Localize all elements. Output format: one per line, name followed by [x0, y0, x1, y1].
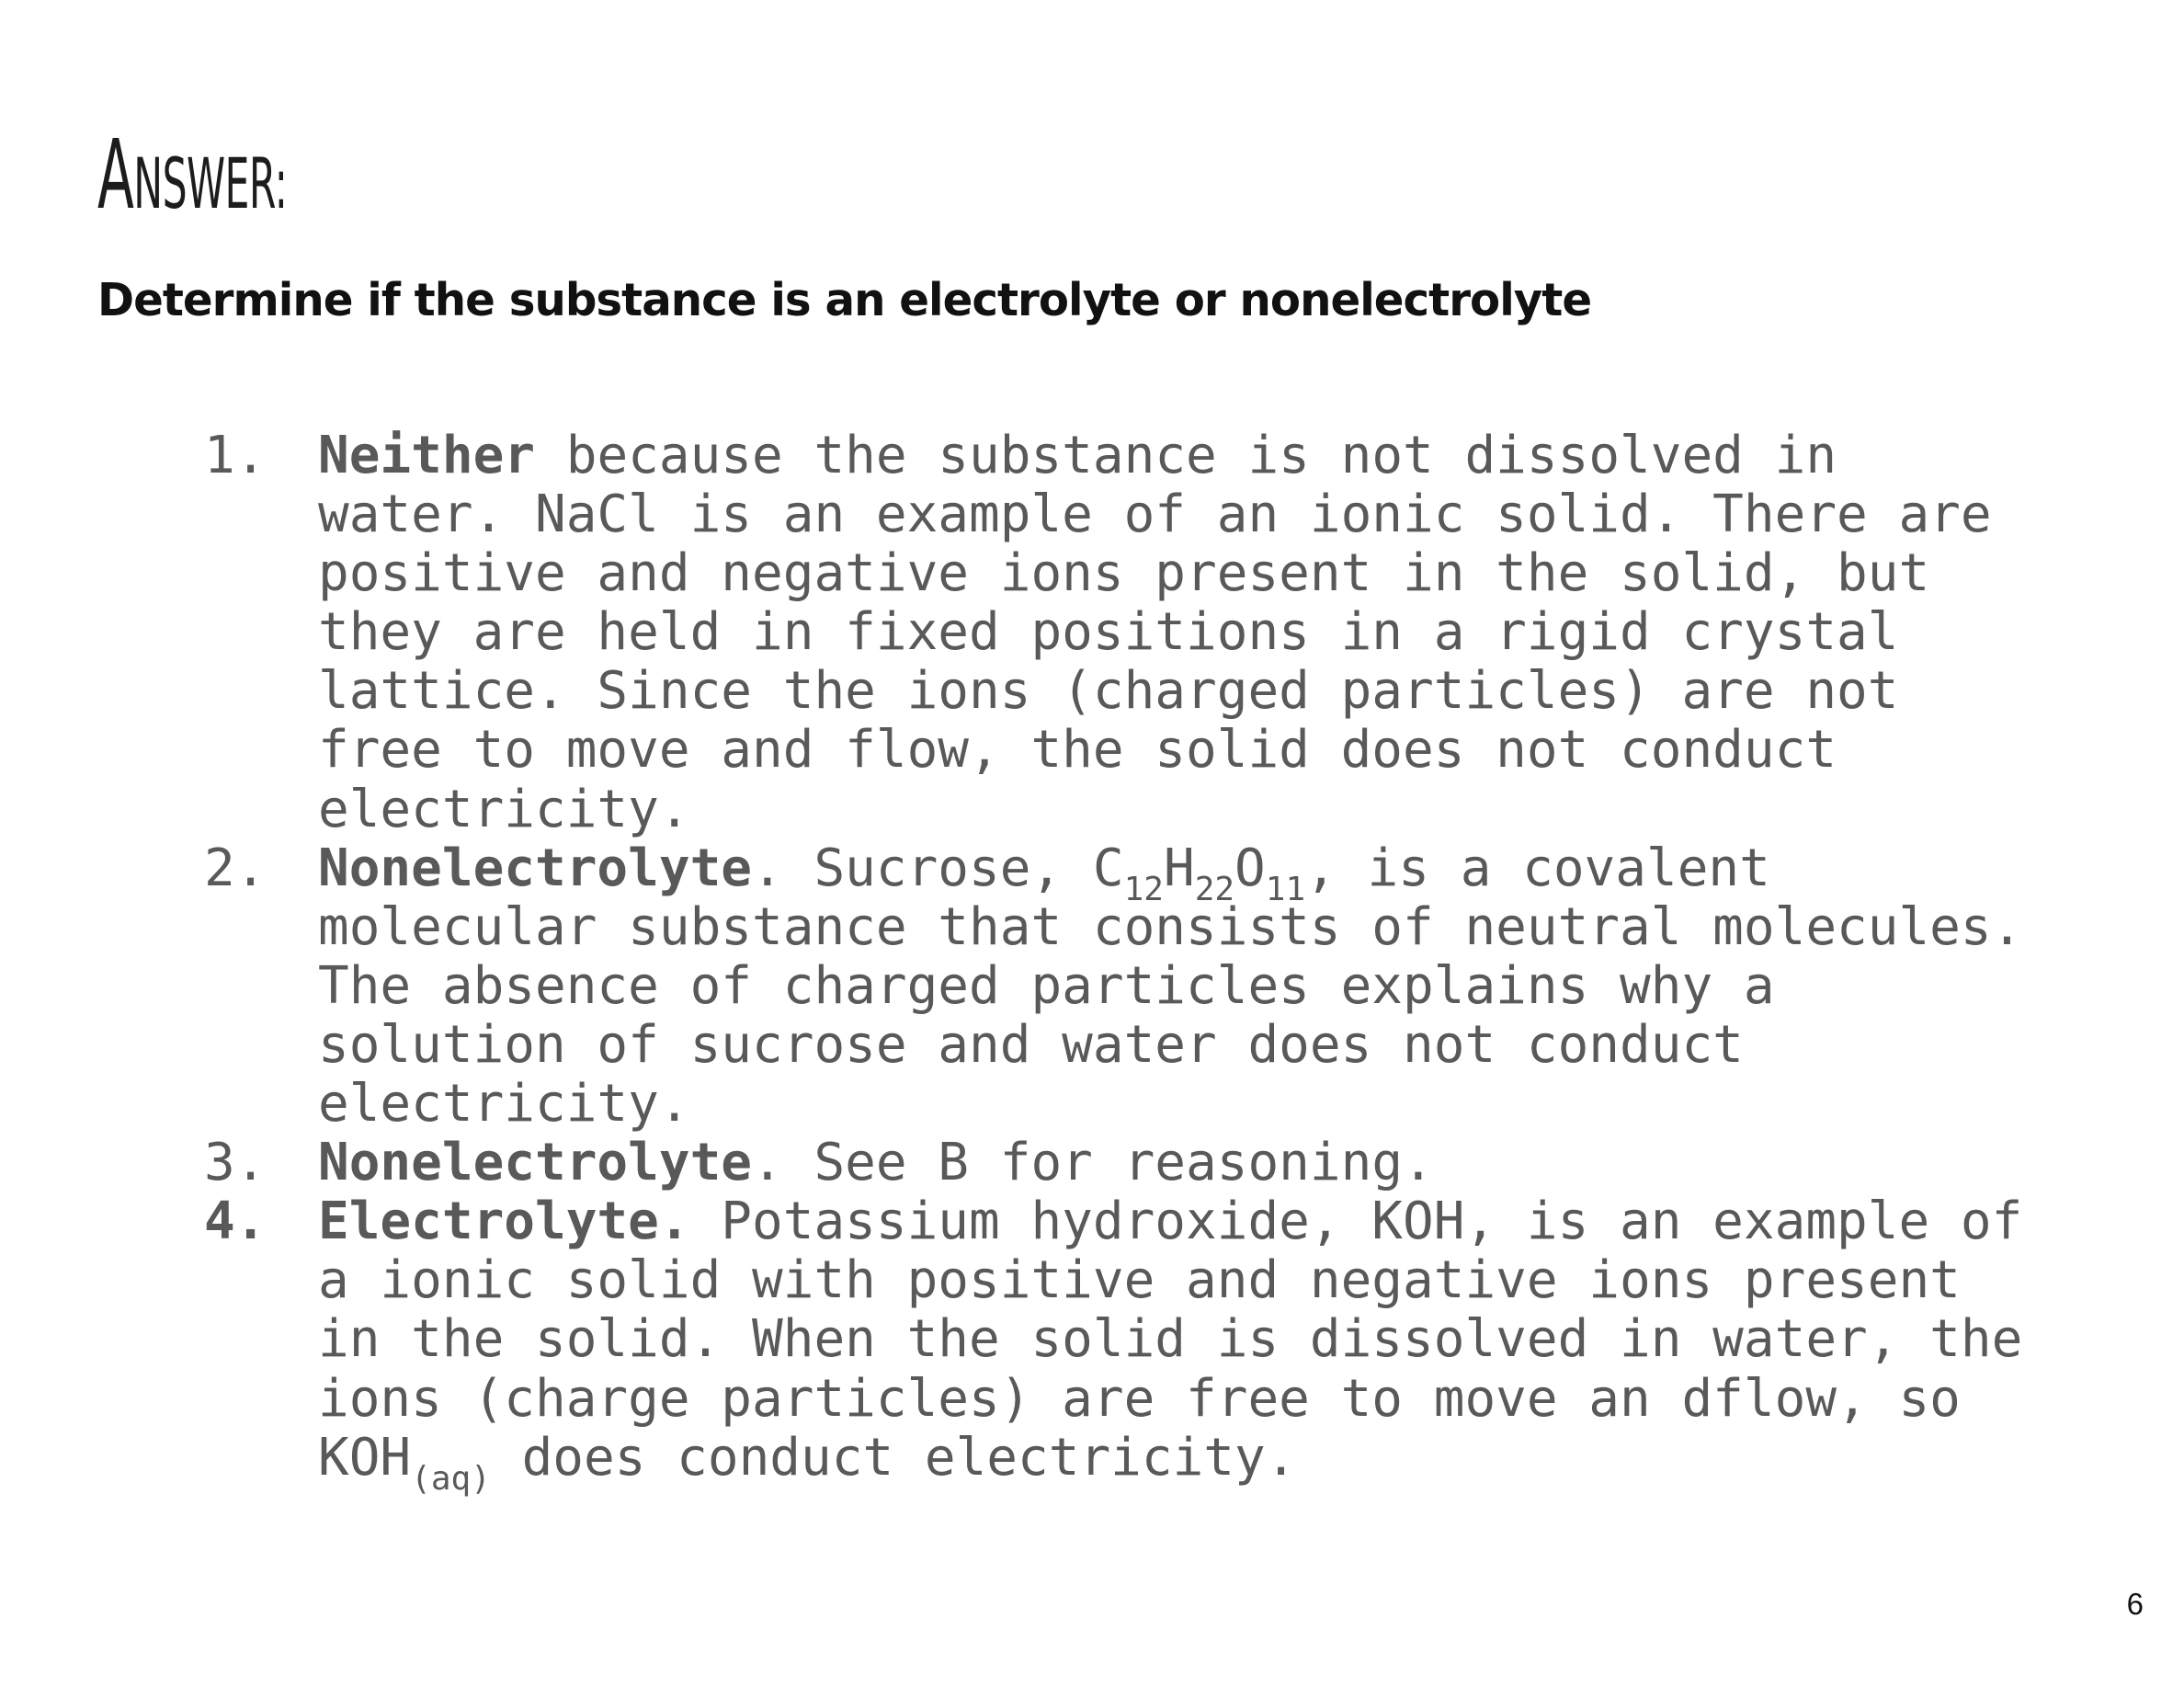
item-number: 3.: [204, 1133, 267, 1193]
item-number: 1.: [204, 426, 267, 485]
answer-label: Neither: [318, 426, 536, 485]
item-number: 2.: [204, 838, 267, 898]
formula-element: C: [1092, 838, 1124, 898]
item-text: [318, 839, 2022, 1134]
text-line: [318, 1427, 2022, 1498]
text-line: a ionic solid with positive and negative ions present: [318, 1250, 1961, 1311]
text-line: [318, 427, 1992, 485]
text-line: in the solid. When the solid is dissolved in water, the: [318, 1309, 2023, 1370]
answer-label: Electrolyte.: [318, 1192, 690, 1252]
formula-element: H: [1163, 838, 1195, 898]
text-line: [318, 838, 2022, 908]
text-line: [318, 1192, 2022, 1251]
item-text: [318, 427, 1992, 839]
text-span: Potassium hydroxide, KOH, is an example of: [689, 1192, 2023, 1252]
text-line: electricity.: [318, 1074, 690, 1135]
item-number: 4.: [204, 1192, 267, 1252]
text-line: free to move and flow, the solid does not conduct: [318, 720, 1837, 781]
answer-label: Nonelectrolyte: [318, 838, 753, 898]
text-line: solution of sucrose and water does not conduct: [318, 1014, 1744, 1075]
formula-subscript: 11: [1265, 870, 1306, 908]
text-line: positive and negative ions present in the solid, but: [318, 543, 1930, 604]
formula-element: O: [1234, 838, 1266, 898]
page-number: 6: [2126, 1587, 2144, 1621]
answer-item-4: [204, 1192, 2042, 1498]
formula-subscript: 22: [1194, 870, 1235, 908]
text-span: does conduct electricity.: [490, 1427, 1297, 1488]
text-line: electricity.: [318, 779, 690, 839]
item-text: [318, 1192, 2023, 1498]
text-span: . Sucrose,: [752, 838, 1093, 898]
answer-item-2: [204, 839, 2042, 1134]
answer-item-1: [204, 427, 2042, 839]
formula-subscript: 12: [1123, 870, 1164, 908]
text-line: ions (charge particles) are free to move an dflow, so: [318, 1368, 1961, 1429]
item-text: [318, 1134, 1434, 1192]
text-span: KOH: [318, 1427, 412, 1488]
text-line: they are held in fixed positions in a rigid crystal: [318, 602, 1899, 663]
slide-subtitle: Determine if the substance is an electrolyte or nonelectrolyte: [97, 274, 1592, 326]
text-line: molecular substance that consists of neutral molecules.: [318, 896, 2023, 957]
text-span: , is a covalent: [1305, 838, 1770, 898]
sucrose-formula: [1092, 838, 1306, 908]
formula-subscript: (aq): [411, 1459, 491, 1498]
slide-title: [97, 119, 288, 231]
text-line: water. NaCl is an example of an ionic solid. There are: [318, 485, 1992, 545]
title-rest: NSWER:: [133, 143, 288, 224]
text-line: lattice. Since the ions (charged particles) are not: [318, 661, 1899, 722]
text-span: . See B for reasoning.: [752, 1133, 1434, 1193]
answer-label: Nonelectrolyte: [318, 1133, 753, 1193]
text-span: because the substance is not dissolved in: [535, 426, 1837, 485]
answer-item-3: [204, 1134, 2042, 1192]
text-line: The absence of charged particles explains why a: [318, 955, 1775, 1016]
answer-list: [204, 426, 2042, 1498]
title-initial: A: [97, 119, 134, 231]
text-line: [318, 1134, 1434, 1192]
